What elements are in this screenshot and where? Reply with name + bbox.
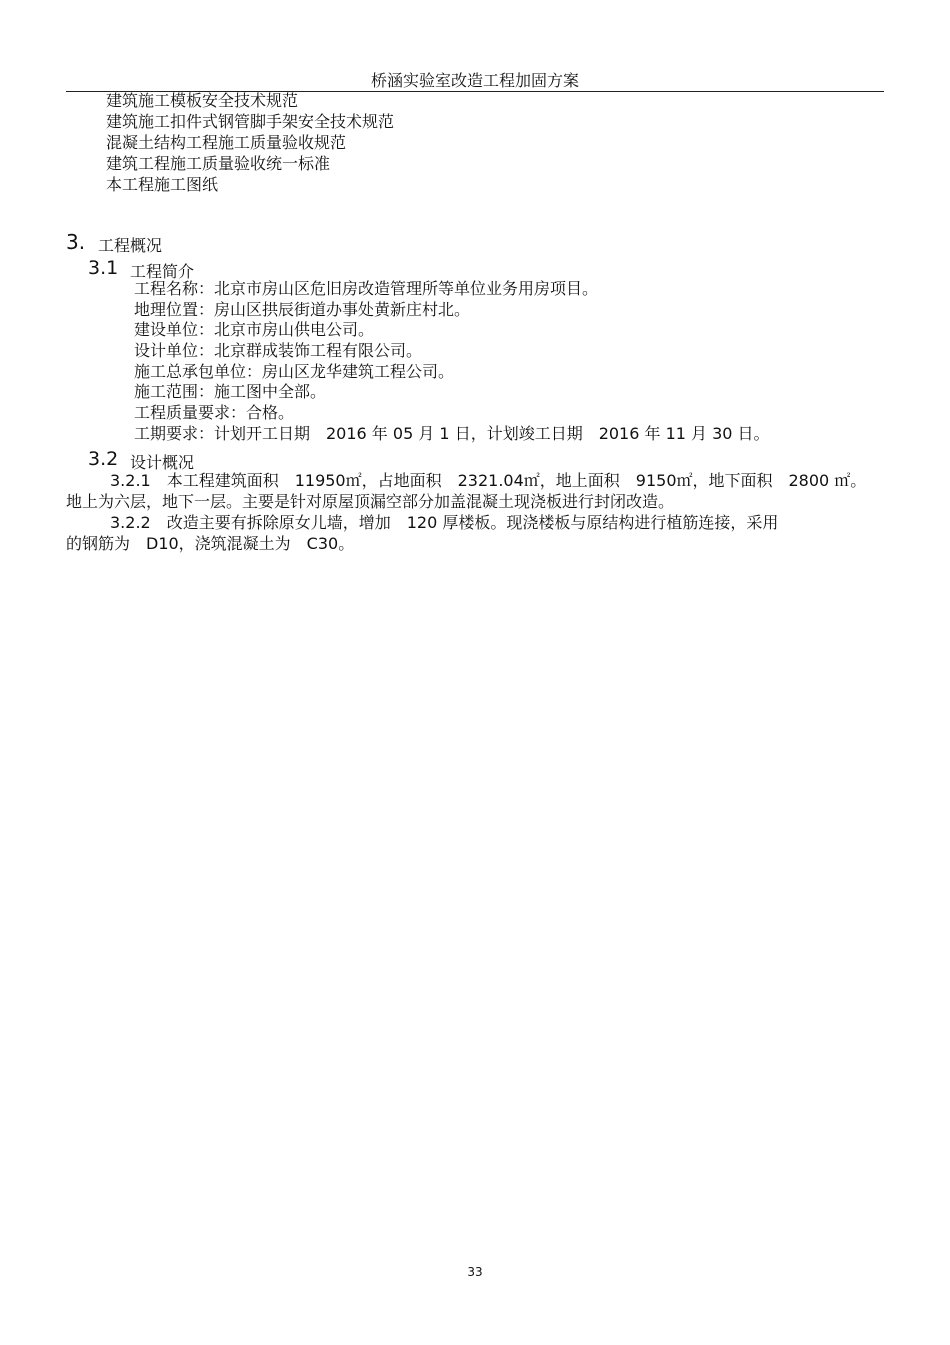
paragraph-line: 3.2.2 改造主要有拆除原女儿墙，增加 120 厚楼板。现浇楼板与原结构进行植筋连接，采用	[110, 513, 779, 532]
reference-item: 本工程施工图纸	[106, 175, 219, 194]
paragraph-line: 3.2.1 本工程建筑面积 11950㎡，占地面积 2321.04㎡，地上面积 9150㎡，地下面积 2800 ㎡。	[110, 471, 867, 490]
project-info-item: 工期要求：计划开工日期 2016 年 05 月 1 日，计划竣工日期 2016 年 11 月 30 日。	[134, 424, 770, 443]
reference-item: 建筑施工模板安全技术规范	[106, 91, 299, 110]
project-info-item: 设计单位：北京群成装饰工程有限公司。	[134, 341, 423, 360]
reference-item: 混凝土结构工程施工质量验收规范	[106, 133, 347, 152]
paragraph-line: 的钢筋为 D10，浇筑混凝土为 C30。	[66, 534, 355, 553]
page-header-title: 桥涵实验室改造工程加固方案	[370, 71, 579, 90]
section-number: 3.	[66, 230, 86, 254]
subsection-number: 3.2	[88, 448, 119, 470]
reference-item: 建筑施工扣件式钢管脚手架安全技术规范	[106, 112, 395, 131]
project-info-item: 施工范围：施工图中全部。	[134, 382, 327, 401]
project-info-item: 地理位置：房山区拱辰街道办事处黄新庄村北。	[134, 300, 471, 319]
project-info-item: 施工总承包单位：房山区龙华建筑工程公司。	[134, 362, 455, 381]
reference-item: 建筑工程施工质量验收统一标准	[106, 154, 331, 173]
subsection-title: 设计概况	[130, 453, 195, 472]
page-number: 33	[467, 1265, 483, 1279]
paragraph-line: 地上为六层，地下一层。主要是针对原屋顶漏空部分加盖混凝土现浇板进行封闭改造。	[66, 492, 675, 511]
project-info-item: 工程名称：北京市房山区危旧房改造管理所等单位业务用房项目。	[134, 279, 599, 298]
subsection-title: 工程简介	[130, 262, 195, 281]
subsection-number: 3.1	[88, 257, 119, 279]
section-title: 工程概况	[98, 236, 163, 255]
project-info-item: 建设单位：北京市房山供电公司。	[134, 320, 375, 339]
project-info-item: 工程质量要求：合格。	[134, 403, 295, 422]
